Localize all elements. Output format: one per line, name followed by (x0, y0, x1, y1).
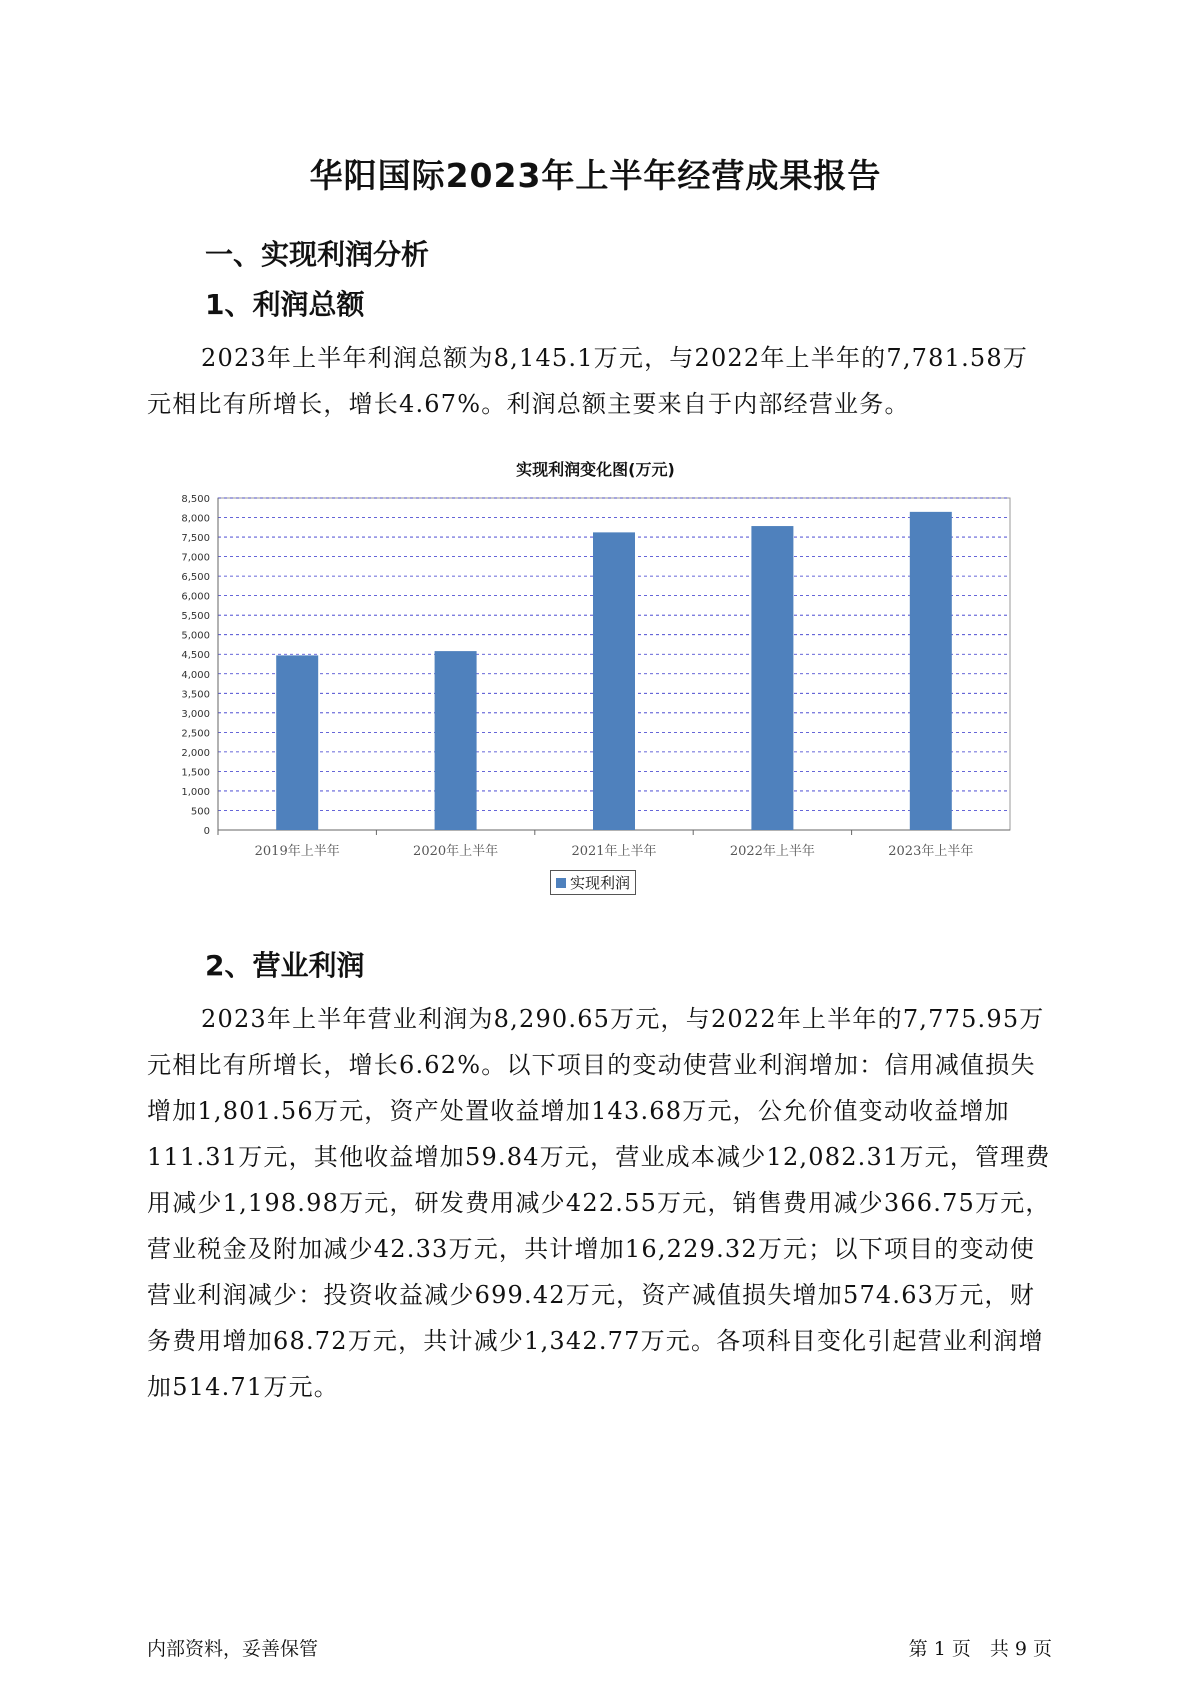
y-tick-label: 5,000 (181, 630, 210, 642)
bar (276, 655, 318, 830)
bar (751, 526, 793, 830)
bar (435, 651, 477, 830)
y-tick-label: 2,000 (181, 747, 210, 759)
x-tick-label: 2023年上半年 (888, 844, 974, 859)
subsection-heading-operating-profit: 2、营业利润 (205, 949, 365, 982)
operating-profit-paragraph: 2023年上半年营业利润为8,290.65万元，与2022年上半年的7,775.95万元相比有所增长，增长6.62%。以下项目的变动使营业利润增加：信用减值损失增加1,801.56万元，资产处置收益增加143.68万元，公允价值变动收益增加111.31万元，其他收益增加59.84万元，营业成本减少12,082.31万元，管理费用减少1,198.98万元，研发费用减少422.55万元，销售费用减少366.75万元，营业税金及附加减少42.33万元，共计增加16,229.32万元；以下项目的变动使营业利润减少：投资收益减少699.42万元，资产减值损失增加574.63万元，财务费用增加68.72万元，共计减少1,342.77万元。各项科目变化引起营业利润增加514.71万元。 (147, 1005, 1051, 1401)
x-tick-label: 2022年上半年 (729, 844, 815, 859)
x-tick-label: 2020年上半年 (413, 844, 499, 859)
y-tick-label: 4,500 (181, 650, 210, 662)
footer-confidential-note: 内部资料，妥善保管 (147, 1638, 319, 1660)
y-tick-label: 3,500 (181, 689, 210, 701)
total-profit-paragraph: 2023年上半年利润总额为8,145.1万元，与2022年上半年的7,781.58万元相比有所增长，增长4.67%。利润总额主要来自于内部经营业务。 (147, 344, 1029, 418)
y-tick-label: 0 (203, 826, 210, 837)
y-tick-label: 8,500 (181, 494, 210, 505)
bar (910, 512, 952, 830)
y-tick-label: 500 (190, 806, 210, 818)
y-tick-label: 8,000 (181, 513, 210, 525)
legend-label: 实现利润 (570, 874, 631, 892)
y-tick-label: 4,000 (181, 669, 210, 681)
y-tick-label: 2,500 (181, 728, 210, 740)
y-tick-label: 1,500 (181, 767, 210, 779)
legend-swatch (556, 878, 566, 888)
x-tick-label: 2021年上半年 (571, 844, 657, 859)
y-tick-label: 5,500 (181, 611, 210, 623)
chart-legend (550, 870, 636, 895)
section-heading-profit-analysis: 一、实现利润分析 (205, 238, 430, 271)
y-tick-label: 6,500 (181, 572, 210, 584)
y-tick-label: 3,000 (181, 708, 210, 720)
y-tick-label: 7,500 (181, 533, 210, 545)
y-tick-label: 1,000 (181, 786, 210, 798)
x-tick-label: 2019年上半年 (254, 844, 340, 859)
chart-title: 实现利润变化图(万元) (516, 460, 675, 479)
y-tick-label: 7,000 (181, 552, 210, 564)
subsection-heading-total-profit: 1、利润总额 (205, 288, 365, 321)
y-tick-label: 6,000 (181, 591, 210, 603)
bar (593, 532, 635, 830)
document-title: 华阳国际2023年上半年经营成果报告 (309, 156, 882, 195)
footer-page-number: 第 1 页 共 9 页 (908, 1638, 1052, 1660)
